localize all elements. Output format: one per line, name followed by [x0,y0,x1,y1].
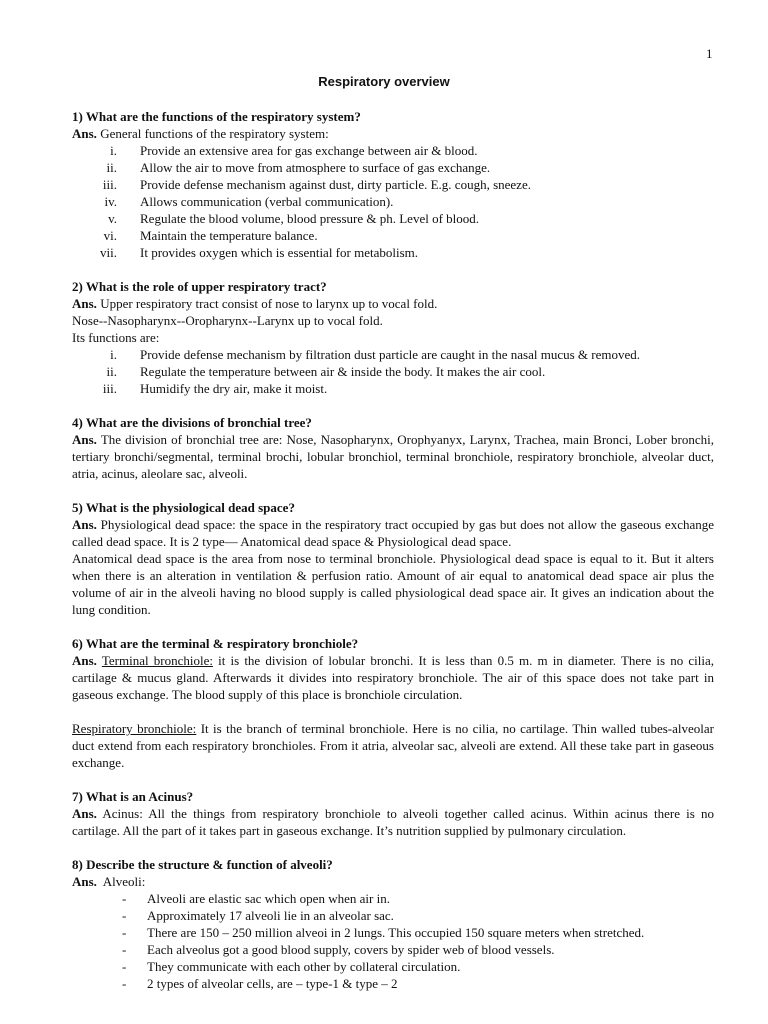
list-text: Regulate the temperature between air & inside the body. It makes the air cool. [140,364,546,379]
term-label: Respiratory bronchiole: [72,721,197,736]
section-2 [72,278,714,397]
bullet-dash: - [122,925,127,940]
answer-intro [72,873,714,890]
list-item [72,380,714,397]
answer-paragraph [72,720,714,771]
list-text: 2 types of alveolar cells, are – type-1 & type – 2 [147,976,398,991]
functions-list [72,142,714,261]
upper-tract-functions-list [72,346,714,397]
list-number: i. [110,143,117,158]
list-item [72,890,714,907]
list-text: They communicate with each other by collateral circulation. [147,959,461,974]
list-text: Allow the air to move from atmosphere to surface of gas exchange. [140,160,491,175]
list-text: Provide defense mechanism against dust, dirty particle. E.g. cough, sneeze. [140,177,531,192]
answer-text: It is the branch of terminal bronchiole. Here is no cilia, no cartilage. Thin walled tubes-alveolar duct extend from each respiratory bronchioles. From it atria, alveolar sac, alveoli are extend. All these take part in gaseous exchange. [72,721,714,770]
list-number: iv. [104,194,117,209]
answer-text: Physiological dead space: the space in the respiratory tract occupied by gas but does not allow the gaseous exchange called dead space. It is 2 type— Anatomical dead space & Physiological dead space. [72,517,714,549]
list-text: Regulate the blood volume, blood pressure & ph. Level of blood. [140,211,480,226]
answer-text: Acinus: All the things from respiratory bronchiole to alveoli together called acinus. Within acinus there is no cartilage. All the part of it takes part in gaseous exchange. It’s nutrition supplied by pulmonary circulation. [72,806,714,838]
list-number: i. [110,347,117,362]
document-body [72,108,714,1009]
ans-label: Ans. [72,653,97,668]
answer-line [72,295,714,312]
ans-label: Ans. [72,517,97,532]
bullet-dash: - [122,976,127,991]
alveoli-list [72,890,714,992]
list-item [72,193,714,210]
answer-intro-1 [72,125,714,142]
list-item [72,244,714,261]
question-1: 1) What are the functions of the respiratory system? [72,109,361,124]
list-item [72,907,714,924]
list-number: ii. [106,160,117,175]
list-item [72,958,714,975]
list-number: iii. [102,381,117,396]
answer-paragraph [72,431,714,482]
question-8: 8) Describe the structure & function of alveoli? [72,857,333,872]
list-item [72,924,714,941]
list-item [72,176,714,193]
answer-text: Upper respiratory tract consist of nose to larynx up to vocal fold. [100,296,438,311]
ans-label: Ans. [72,126,97,141]
list-item [72,159,714,176]
section-1 [72,108,714,261]
list-item [72,142,714,159]
list-item [72,363,714,380]
answer-paragraph: Anatomical dead space is the area from nose to terminal bronchiole. Physiological dead space is equal to it. But it alters when there is an alteration in ventilation & perfusion ratio. Amount of air equal to anatomical dead space air plus the volume of air in the alveoli having no blood supply is called physiological dead space air. It gives an indication about the lung condition. [72,551,714,617]
list-number: vi. [103,228,117,243]
bullet-dash: - [122,942,127,957]
list-text: Humidify the dry air, make it moist. [140,381,328,396]
list-text: Provide defense mechanism by filtration dust particle are caught in the nasal mucus & removed. [140,347,640,362]
answer-paragraph [72,805,714,839]
list-number: ii. [106,364,117,379]
ans-label: Ans. [72,874,97,889]
answer-line: Nose--Nasopharynx--Oropharynx--Larynx up to vocal fold. [72,313,383,328]
answer-paragraph [72,516,714,550]
section-7 [72,788,714,839]
question-4: 4) What are the divisions of bronchial tree? [72,415,312,430]
answer-text: The division of bronchial tree are: Nose, Nasopharynx, Orophyanyx, Larynx, Trachea, main Bronci, Lober bronchi, tertiary bronchi/segmental, terminal brochi, lobular bronchiol, terminal bronchiole, respiratory bronchiole, alveolar duct, atria, acinus, aleolare sac, alveoli. [72,432,715,481]
list-text: Provide an extensive area for gas exchange between air & blood. [140,143,478,158]
list-text: Approximately 17 alveoli lie in an alveolar sac. [147,908,394,923]
ans-label: Ans. [72,296,97,311]
question-6: 6) What are the terminal & respiratory bronchiole? [72,636,359,651]
question-2: 2) What is the role of upper respiratory tract? [72,279,327,294]
list-number: v. [108,211,117,226]
page-number: 1 [706,46,713,61]
list-item [72,227,714,244]
list-item [72,975,714,992]
answer-text: Alveoli: [102,874,146,889]
list-number: iii. [102,177,117,192]
bullet-dash: - [122,908,127,923]
answer-paragraph [72,652,714,703]
question-5: 5) What is the physiological dead space? [72,500,295,515]
answer-text: it is the division of lobular bronchi. It is less than 0.5 m. m in diameter. There is no cilia, cartilage & mucus gland. Afterwards it divides into respiratory bronchiole. The air of this space does not take part in gaseous exchange. The blood supply of this place is bronchiole circulation. [72,653,715,702]
answer-text: General functions of the respiratory system: [100,126,329,141]
list-text: It provides oxygen which is essential for metabolism. [140,245,419,260]
list-text: Each alveolus got a good blood supply, covers by spider web of blood vessels. [147,942,555,957]
page-title: Respiratory overview [318,74,450,89]
section-8 [72,856,714,992]
section-4 [72,414,714,482]
list-item [72,346,714,363]
list-text: Allows communication (verbal communication). [140,194,394,209]
term-label: Terminal bronchiole: [101,653,213,668]
list-item [72,210,714,227]
list-text: Alveoli are elastic sac which open when air in. [147,891,390,906]
ans-label: Ans. [72,432,97,447]
section-5 [72,499,714,618]
list-text: Maintain the temperature balance. [140,228,318,243]
list-number: vii. [100,245,117,260]
section-6 [72,635,714,771]
ans-label: Ans. [72,806,97,821]
answer-line: Its functions are: [72,330,160,345]
list-text: There are 150 – 250 million alveoi in 2 lungs. This occupied 150 square meters when stretched. [147,925,645,940]
bullet-dash: - [122,891,127,906]
bullet-dash: - [122,959,127,974]
list-item [72,941,714,958]
question-7: 7) What is an Acinus? [72,789,194,804]
